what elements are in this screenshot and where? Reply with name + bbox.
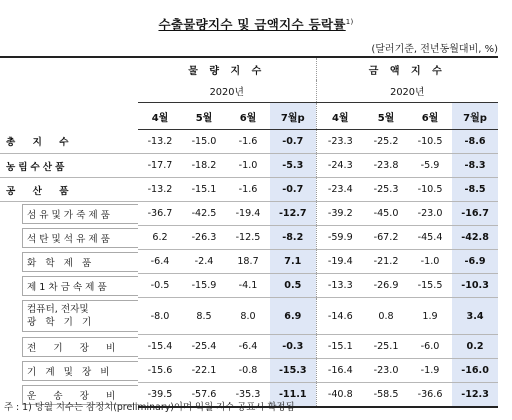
cell: -26.9: [364, 274, 408, 298]
table-row: [0, 335, 498, 359]
index-table: [0, 56, 498, 408]
cell: -17.7: [138, 154, 182, 178]
row-label-text: 기 계 및 장 비: [22, 361, 138, 381]
cell-current: 0.2: [452, 335, 498, 359]
row-label-text: 화 학 제 품: [22, 252, 138, 272]
month-header: 6월: [408, 103, 452, 130]
cell: -45.0: [364, 202, 408, 226]
cell: -39.5: [138, 383, 182, 408]
unit-note: (달러기준, 전년동월대비, %): [371, 44, 498, 55]
cell: -35.3: [226, 383, 270, 408]
cell: -6.0: [408, 335, 452, 359]
cell-current: -42.8: [452, 226, 498, 250]
cell: 8.0: [226, 298, 270, 335]
cell-current: -6.9: [452, 250, 498, 274]
cell-current: -16.7: [452, 202, 498, 226]
cell-current: 3.4: [452, 298, 498, 335]
volume-group-header: 물 량 지 수: [138, 57, 316, 80]
cell: -21.2: [364, 250, 408, 274]
cell-current: 0.5: [270, 274, 316, 298]
cell: -57.6: [182, 383, 226, 408]
cell-current: -12.3: [452, 383, 498, 408]
cell: -15.1: [316, 335, 364, 359]
cell: -24.3: [316, 154, 364, 178]
row-label: [0, 298, 138, 335]
row-label: [0, 202, 138, 226]
row-label: [0, 250, 138, 274]
cell: -40.8: [316, 383, 364, 408]
cell: -1.0: [408, 250, 452, 274]
cell-current: 7.1: [270, 250, 316, 274]
cell: -18.2: [182, 154, 226, 178]
cell: -25.2: [364, 130, 408, 154]
cell: -15.4: [138, 335, 182, 359]
row-label: 농림수산품: [0, 154, 138, 178]
month-header: 4월: [138, 103, 182, 130]
cell: -2.4: [182, 250, 226, 274]
title-text: 수출물량지수 및 금액지수 등락률: [158, 17, 346, 32]
cell: -13.2: [138, 178, 182, 202]
cell: -8.0: [138, 298, 182, 335]
cell: -58.5: [364, 383, 408, 408]
row-label-text: 운 송 장 비: [22, 385, 138, 405]
cell: -0.5: [138, 274, 182, 298]
cell: 6.2: [138, 226, 182, 250]
value-year-header: 2020년: [316, 80, 498, 103]
cell: 8.5: [182, 298, 226, 335]
cell: -5.9: [408, 154, 452, 178]
cell: -12.5: [226, 226, 270, 250]
value-group-header: 금 액 지 수: [316, 57, 498, 80]
cell: -10.5: [408, 178, 452, 202]
cell: -6.4: [138, 250, 182, 274]
cell: -15.9: [182, 274, 226, 298]
cell-current: -0.7: [270, 178, 316, 202]
cell-current: -5.3: [270, 154, 316, 178]
cell: -6.4: [226, 335, 270, 359]
month-header-current: 7월p: [452, 103, 498, 130]
cell: -4.1: [226, 274, 270, 298]
table-row: [0, 154, 498, 178]
cell: -23.4: [316, 178, 364, 202]
cell: -36.6: [408, 383, 452, 408]
cell-current: -0.3: [270, 335, 316, 359]
table-row: [0, 298, 498, 335]
cell: -0.8: [226, 359, 270, 383]
row-label: 공 산 품: [0, 178, 138, 202]
cell: -39.2: [316, 202, 364, 226]
cell-current: -15.3: [270, 359, 316, 383]
cell: -19.4: [226, 202, 270, 226]
table-row: [0, 226, 498, 250]
cell: -25.3: [364, 178, 408, 202]
cell: -23.0: [408, 202, 452, 226]
cell-current: -16.0: [452, 359, 498, 383]
cell: -67.2: [364, 226, 408, 250]
cell: -42.5: [182, 202, 226, 226]
row-label-text: [22, 300, 138, 332]
row-label-line2: 광 학 기 기: [27, 317, 95, 328]
cell: -25.4: [182, 335, 226, 359]
cell-current: -0.7: [270, 130, 316, 154]
cell: -19.4: [316, 250, 364, 274]
row-label: 총 지 수: [0, 130, 138, 154]
cell: -59.9: [316, 226, 364, 250]
row-label-text: 섬유및가죽제품: [22, 204, 138, 224]
row-label: [0, 226, 138, 250]
cell-current: -11.1: [270, 383, 316, 408]
cell: -1.9: [408, 359, 452, 383]
table-row: [0, 250, 498, 274]
cell-current: -8.5: [452, 178, 498, 202]
cell: -26.3: [182, 226, 226, 250]
month-header: 5월: [364, 103, 408, 130]
footnote: 주 : 1) 당월 지수는 잠정치(preliminary)이며 익월 지수 공표시 확정됨: [4, 402, 295, 413]
cell: -16.4: [316, 359, 364, 383]
cell: -13.2: [138, 130, 182, 154]
cell-current: -8.6: [452, 130, 498, 154]
title-footnote-mark: 1): [345, 17, 354, 26]
cell: -23.3: [316, 130, 364, 154]
cell: 1.9: [408, 298, 452, 335]
cell: -15.1: [182, 178, 226, 202]
month-header: 4월: [316, 103, 364, 130]
month-header: 6월: [226, 103, 270, 130]
cell: -15.5: [408, 274, 452, 298]
cell: -23.0: [364, 359, 408, 383]
cell: -15.6: [138, 359, 182, 383]
month-header: 5월: [182, 103, 226, 130]
row-label-line1: 컴퓨터, 전자및: [27, 304, 89, 315]
cell: 0.8: [364, 298, 408, 335]
cell: -14.6: [316, 298, 364, 335]
table-title: [0, 15, 512, 33]
volume-year-header: 2020년: [138, 80, 316, 103]
cell: -15.0: [182, 130, 226, 154]
cell-current: 6.9: [270, 298, 316, 335]
cell: -23.8: [364, 154, 408, 178]
cell-current: -12.7: [270, 202, 316, 226]
row-label-text: 전 기 장 비: [22, 337, 138, 357]
cell: -13.3: [316, 274, 364, 298]
cell: -1.0: [226, 154, 270, 178]
month-header-current: 7월p: [270, 103, 316, 130]
row-label-text: 석탄및석유제품: [22, 228, 138, 248]
cell-current: -10.3: [452, 274, 498, 298]
table-row: [0, 202, 498, 226]
table-row: [0, 274, 498, 298]
table-row: [0, 178, 498, 202]
cell: -36.7: [138, 202, 182, 226]
row-label: [0, 335, 138, 359]
cell-current: -8.2: [270, 226, 316, 250]
cell-current: -8.3: [452, 154, 498, 178]
table-row: [0, 359, 498, 383]
cell: -1.6: [226, 178, 270, 202]
cell: -10.5: [408, 130, 452, 154]
table-row: [0, 130, 498, 154]
header-corner: [0, 57, 138, 130]
row-label-text: 제1차금속제품: [22, 276, 138, 296]
cell: -1.6: [226, 130, 270, 154]
cell: 18.7: [226, 250, 270, 274]
cell: -25.1: [364, 335, 408, 359]
row-label: [0, 359, 138, 383]
cell: -22.1: [182, 359, 226, 383]
cell: -45.4: [408, 226, 452, 250]
row-label: [0, 274, 138, 298]
